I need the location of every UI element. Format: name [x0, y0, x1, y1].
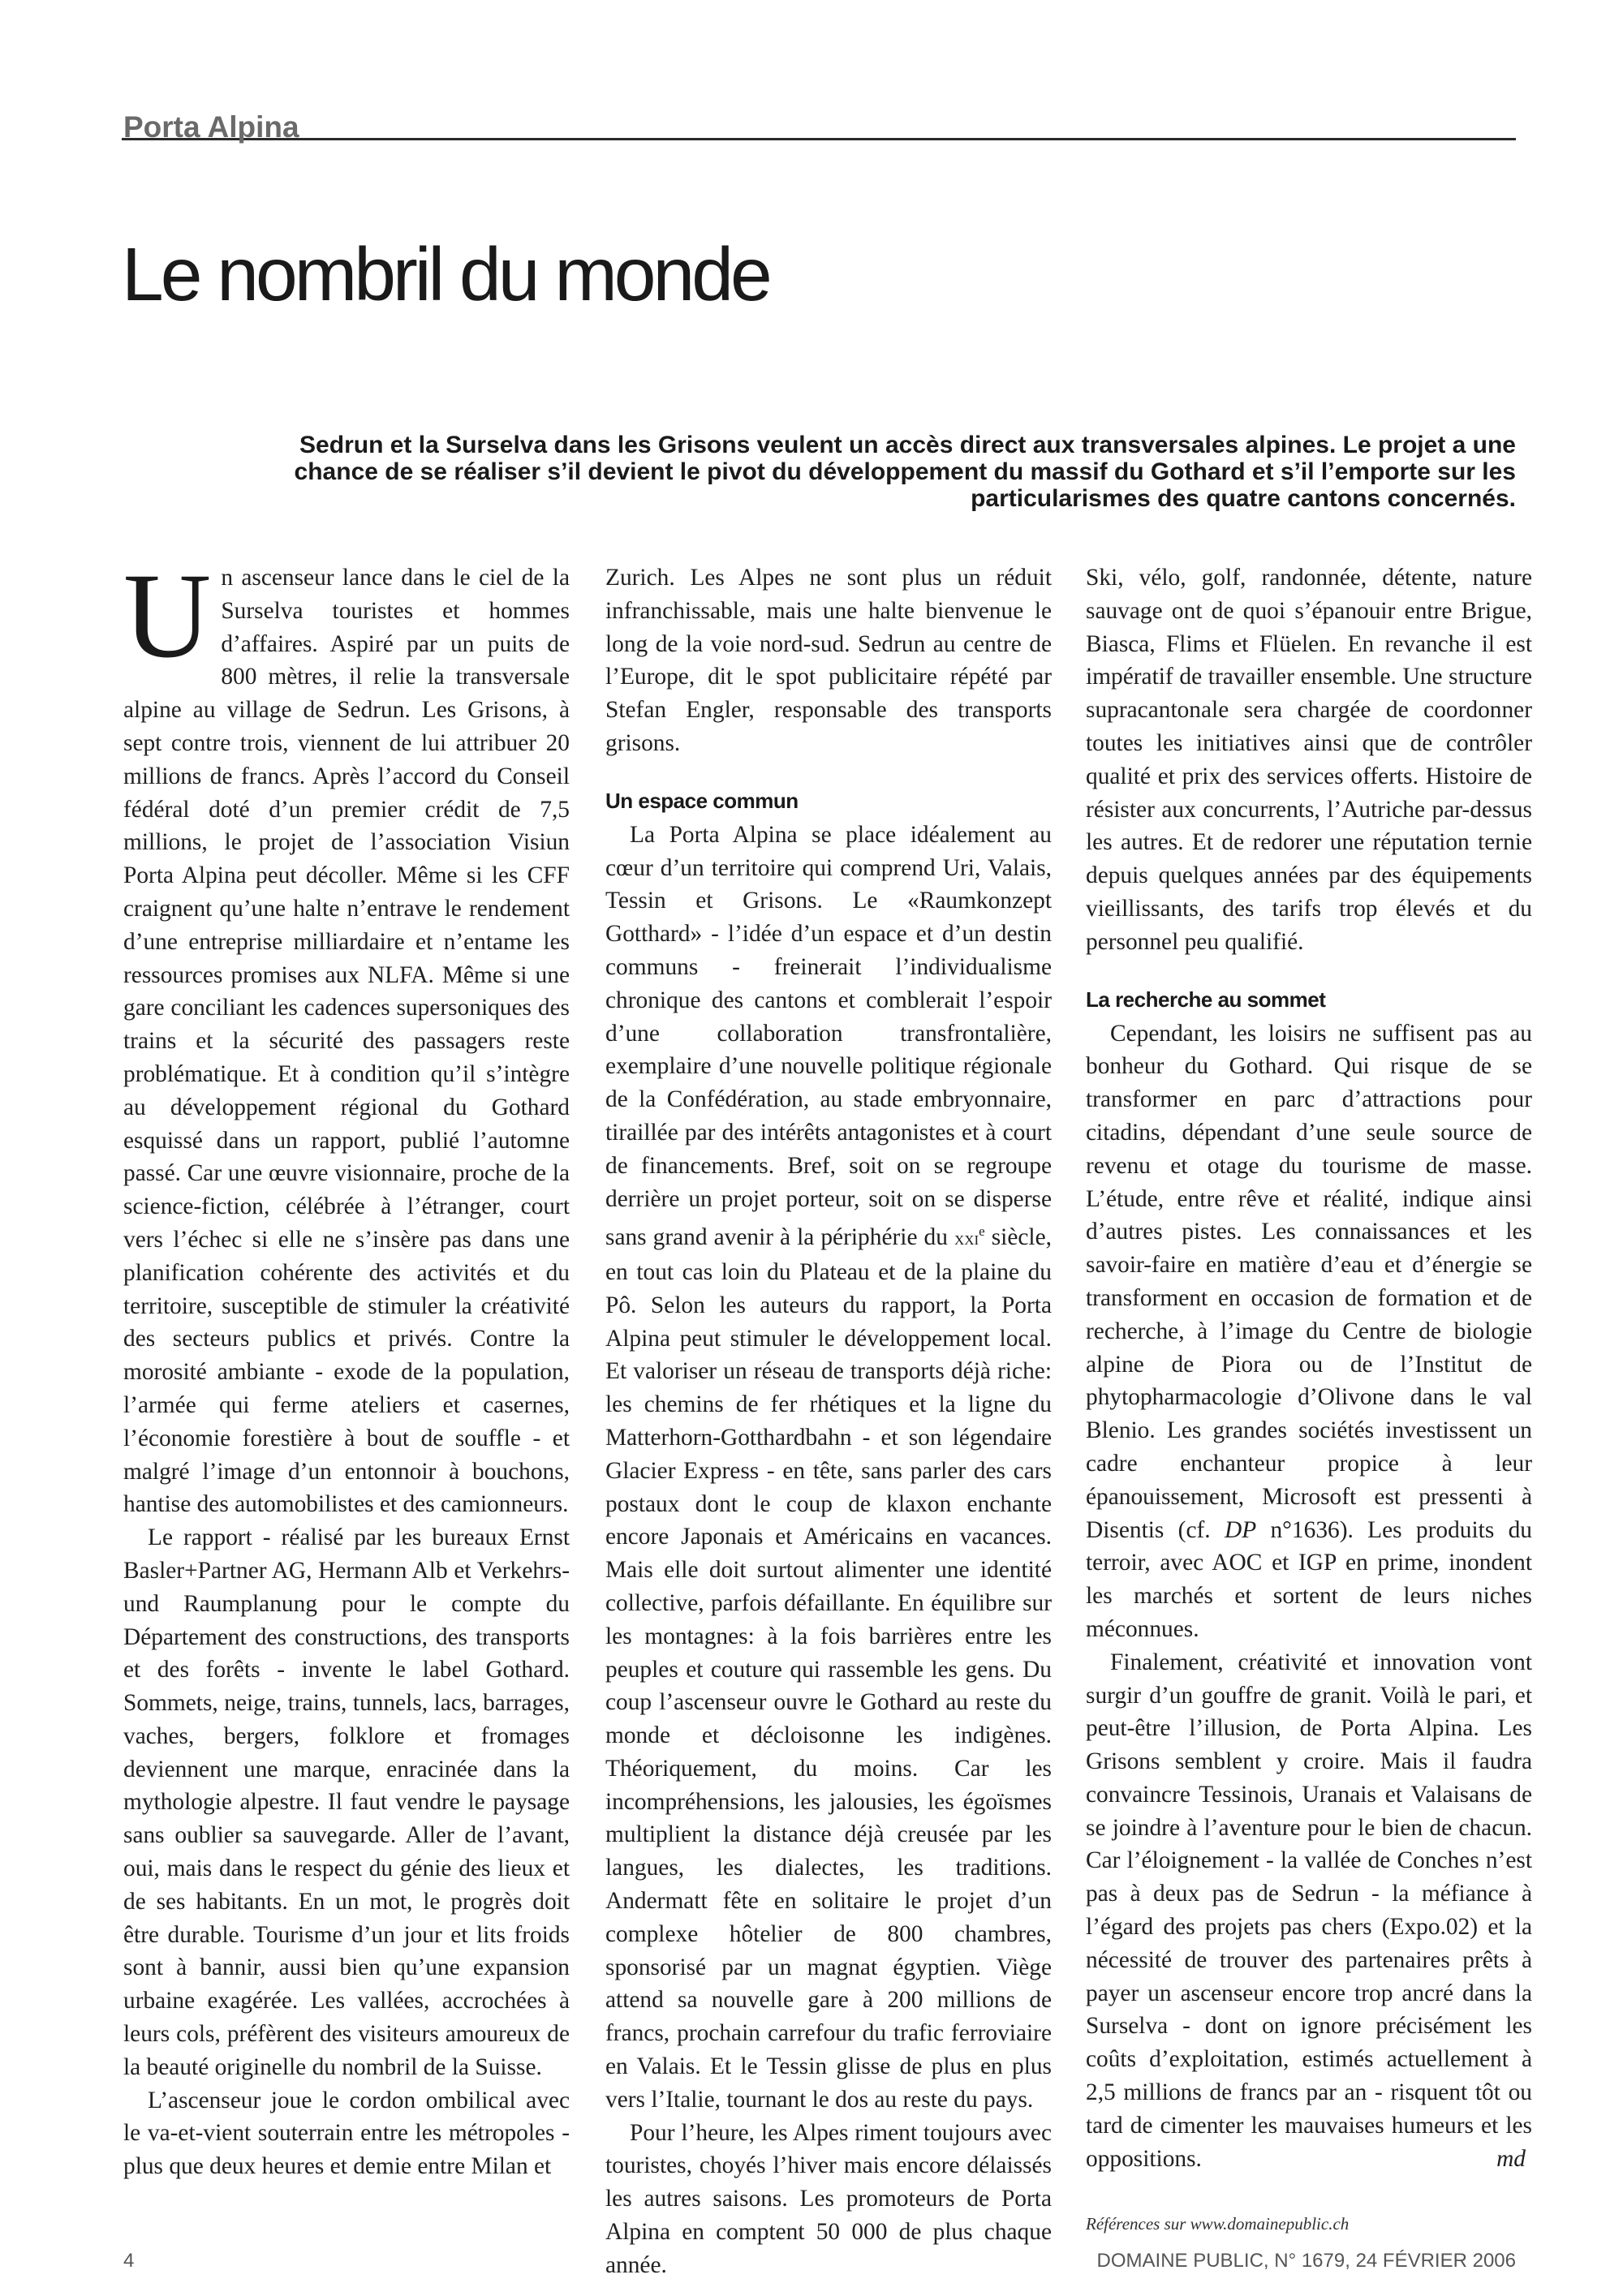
section-rubric [122, 104, 1516, 144]
page-number: 4 [123, 2250, 135, 2272]
paragraph: Un ascenseur lance dans le ciel de la Surselva touristes et hommes d’affaires. Aspiré par un puits de 800 mètres, il relie la transversale alpine au village de Sedrun. Les Grisons, à sept contre trois, viennent de lui attribuer 20 millions de francs. Après l’accord du Conseil fédéral doté d’un premier crédit de 7,5 millions, le projet de l’association Visiun Porta Alpina peut décoller. Même si les CFF craignent qu’une halte n’entrave le rendement d’une entreprise milliardaire et n’entame les ressources promises aux NLFA. Même si une gare conciliant les cadences supersoniques des trains et la sécurité des passagers reste problématique. Et à condition qu’il s’intègre au développement régional du Gothard esquissé dans un rapport, publié l’automne passé. Car une œuvre visionnaire, proche de la science-fiction, célébrée à l’étranger, court vers l’échec si elle ne s’insère pas dans une planification cohérente des activités et du territoire, susceptible de stimuler la créativité des secteurs publics et privés. Contre la morosité ambiante - exode de la population, l’armée qui ferme ateliers et casernes, l’économie forestière à bout de souffle - et malgré l’image d’un entonnoir à bouchons, hantise des automobilistes et des camionneurs. [123, 548, 570, 1518]
column-1 [123, 548, 570, 2183]
references-link[interactable]: Références sur www.domainepublic.ch [1086, 2214, 1350, 2234]
paragraph: Pour l’heure, les Alpes riment toujours avec touristes, choyés l’hiver mais encore délaissés les autres saisons. Les promoteurs de Porta Alpina en comptent 50 000 de plus chaque année. [605, 2119, 1052, 2278]
subheading: Un espace commun [605, 788, 799, 813]
drop-cap: U [123, 548, 212, 683]
column-2 [605, 561, 1052, 2282]
paragraph: L’ascenseur joue le cordon ombilical avec le va-et-vient souterrain entre les métropoles - plus que deux heures et demie entre Milan et [123, 2087, 570, 2180]
rubric-label: Porta Alpina [123, 110, 299, 144]
paragraph: Zurich. Les Alpes ne sont plus un réduit infranchissable, mais une halte bienvenue le long de la voie nord-sud. Sedrun au centre de l’Europe, dit le spot publicitaire répété par Stefan Engler, responsable des transports grisons. [605, 565, 1052, 756]
subheading: La recherche au sommet [1086, 987, 1326, 1012]
article-title: Le nombril du monde [122, 232, 769, 316]
publication-info: DOMAINE PUBLIC, N° 1679, 24 FÉVRIER 2006 [1096, 2250, 1516, 2272]
column-3 [1086, 561, 1532, 2241]
author-signature: md [1496, 2145, 1526, 2172]
article-lead: Sedrun et la Surselva dans les Grisons veulent un accès direct aux transversales alpines. Le projet a une chance de se réaliser s’il devient le pivot du développement du massif du Gothard et s’il l’emporte sur les particularismes des quatre cantons concernés. [294, 432, 1516, 512]
paragraph: La Porta Alpina se place idéalement au cœur d’un territoire qui comprend Uri, Valais, Tessin et Grisons. Le «Raumkonzept Gotthard» - l’idée d’un espace et d’un destin communs - freinerait l’individualisme chronique des cantons et comblerait l’espoir d’une collaboration transfrontalière, exemplaire d’une nouvelle politique régionale de la Confédération, au stade embryonnaire, tiraillée par des intérêts antagonistes et à court de financements. Bref, soit on se regroupe derrière un projet porteur, soit on se disperse sans grand avenir à la périphérie du xxi$^e$ siècle, en tout cas loin du Plateau et de la plaine du Pô. Selon les auteurs du rapport, la Porta Alpina peut stimuler le développement local. Et valoriser un réseau de transports déjà riche: les chemins de fer rhétiques et la ligne du Matterhorn-Gotthardbahn - et son légendaire Glacier Express - en tête, sans parler des cars postaux dont le coup de klaxon enchante encore Japonais et Américains en vacances. Mais elle doit surtout alimenter une identité collective, parfois défaillante. En équilibre sur les montagnes: à la fois barrières entre les peuples et couture qui rassemble les gens. Du coup l’ascenseur ouvre le Gothard au reste du monde et décloisonne les indigènes. Théoriquement, du moins. Car les incompréhensions, les jalousies, les égoïsmes multiplient la distance déjà creusée par les langues, les dialectes, les traditions. Andermatt fête en solitaire le projet d’un complexe hôtelier de 800 chambres, sponsorisé par un magnat égyptien. Viège attend sa nouvelle gare à 200 millions de francs, prochain carrefour du trafic ferroviaire en Valais. Et le Tessin glisse de plus en plus vers l’Italie, tournant le dos au reste du pays. [605, 821, 1052, 2113]
paragraph: Ski, vélo, golf, randonnée, détente, nature sauvage ont de quoi s’épanouir entre Brigue, Biasca, Flims et Flüelen. En revanche il est impératif de travailler ensemble. Une structure supracantonale sera chargée de coordonner toutes les initiatives ainsi que de contrôler qualité et prix des services offerts. Histoire de résister aux concurrents, l’Autriche par-dessus les autres. Et de redorer une réputation ternie depuis quelques années par des équipements vieillissants, des tarifs trop élevés et du personnel peu qualifié. [1086, 565, 1532, 955]
century-numeral: xxi [954, 1228, 979, 1250]
paragraph: Cependant, les loisirs ne suffisent pas au bonheur du Gothard. Qui risque de se transformer en parc d’attractions pour citadins, dépendant d’une seule source de revenu et otage du tourisme de masse. L’étude, entre rêve et réalité, indique ainsi d’autres pistes. Les connaissances et les savoir-faire en matière d’eau et d’énergie se transforment en occasion de formation et de recherche, à l’image du Centre de biologie alpine de Piora ou de l’Institut de phytopharmacologie d’Olivone dans le val Blenio. Les grandes sociétés investissent un cadre enchanteur propice à leur épanouissement, Microsoft est pressenti à Disentis (cf. DP n°1636). Les produits du terroir, avec AOC et IGP en prime, inondent les marchés et sortent de leurs niches méconnues. [1086, 1020, 1532, 1642]
paragraph: Le rapport - réalisé par les bureaux Ernst Basler+Partner AG, Hermann Alb et Verkehrs- und Raumplanung pour le compte du Département des constructions, des transports et des forêts - invente le label Gothard. Sommets, neige, trains, tunnels, lacs, barrages, vaches, bergers, folklore et fromages deviennent une marque, enracinée dans la mythologie alpestre. Il faut vendre le paysage sans oublier sa sauvegarde. Aller de l’avant, oui, mais dans le respect du génie des lieux et de ses habitants. En un mot, le progrès doit être durable. Tourisme d’un jour et lits froids sont à bannir, aussi bien qu’une expansion urbaine exagérée. Les vallées, accrochées à leurs cols, préfèrent des visiteurs amoureux de la beauté originelle du nombril de la Suisse. [123, 1524, 570, 2080]
paragraph: Finalement, créativité et innovation vont surgir d’un gouffre de granit. Voilà le pari, et peut-être l’illusion, de Porta Alpina. Les Grisons semblent y croire. Mais il faudra convaincre Tessinois, Uranais et Valaisans de se joindre à l’aventure pour le bien de chacun. Car l’éloignement - la vallée de Conches n’est pas à deux pas de Sedrun - la méfiance à l’égard des projets pas chers (Expo.02) et la nécessité de trouver des partenaires prêts à payer un ascenseur encore trop ancré dans la Surselva - dont on ignore précisément les coûts d’exploitation, estimés actuellement à 2,5 millions de francs par an - risquent tôt ou tard de cimenter les mauvaises humeurs et les oppositions. md [1086, 1646, 1532, 2176]
